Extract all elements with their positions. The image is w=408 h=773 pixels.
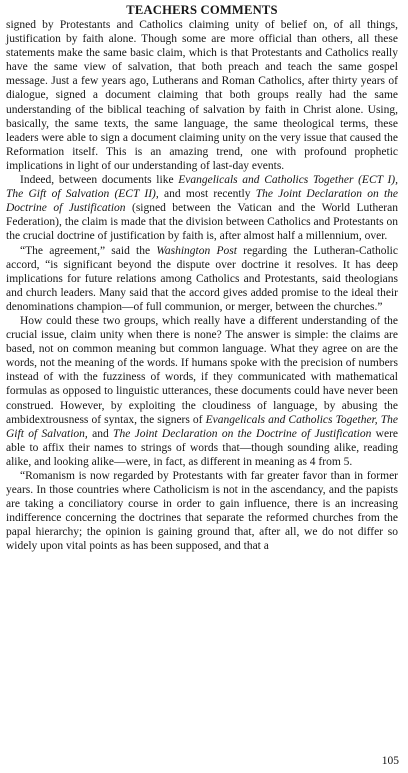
paragraph-p5 bbox=[6, 469, 398, 554]
text-run: (signed between the Vatican and the World Lutheran Federation), the claim is made that the division between Catholics and Protestants on the crucial doctrine of justification by faith is, after almost half a millennium, over. bbox=[6, 202, 398, 243]
text-run: regarding the Lutheran-Catholic accord, “is significant beyond the dispute over doctrine it resolves. It has deep implications for future relations among Catholics and Protestants, said theologians and church leaders. Many said that the accord gives added promise to the ideal their denominations champion—of full communion, or merger, between the churches.” bbox=[6, 244, 398, 313]
italic-title-run: Evangelicals and Catholics Together, The Gift of Salvation, bbox=[6, 413, 398, 440]
italic-title-run: Washington Post bbox=[156, 244, 237, 257]
text-run: How could these two groups, which really have a different understanding of the crucial issue, claim unity when there is none? The answer is simple: the claims are based, not on common meaning but common language. What they agree on are the words, not the meaning of the words. If humans spoke with the precision of numbers instead of with the fuzziness of words, if they communicated with mathematical formulas as opposed to linguistic utterances, these documents could have never been construed. However, by exploiting the cloudiness of language, by abusing the ambidextrousness of syntax, the signers of bbox=[6, 314, 398, 426]
text-run: Indeed, between documents like bbox=[20, 174, 179, 187]
paragraph-p4 bbox=[6, 314, 398, 469]
paragraph-p3 bbox=[6, 244, 398, 314]
italic-title-run: The Joint Declaration on the Doctrine of Justification bbox=[113, 427, 372, 440]
italic-title-run: Evangelicals and Catholics Together (ECT I), The Gift of Salvation (ECT II), bbox=[6, 174, 399, 201]
running-header: TEACHERS COMMENTS bbox=[126, 3, 278, 17]
paragraph-p1 bbox=[6, 18, 398, 173]
text-run: “The agreement,” said the bbox=[20, 244, 157, 257]
paragraph-p2 bbox=[6, 173, 398, 243]
text-run: signed by Protestants and Catholics claiming unity of belief on, of all things, justification by faith alone. Though some are more official than others, all these statements make the same basic claim, which is that Protestants and Catholics really have the same view of salvation, that both preach and teach the same gospel message. Just a few years ago, Lutherans and Roman Catholics, after thirty years of dialogue, signed a document claiming that both groups really had the same understanding of the biblical teaching of salvation by faith in Christ alone. Using, basically, the same texts, the same language, the same theological terms, these leaders were able to sign a document claiming unity on the very issue that caused the Reformation itself. This is an amazing trend, one with profound prophetic implications in light of our understanding of last-day events. bbox=[6, 19, 398, 172]
page-number: 105 bbox=[381, 755, 399, 767]
text-run: “Romanism is now regarded by Protestants with far greater favor than in former years. In those countries where Catholicism is not in the ascendancy, and the papists are taking a conciliatory course in order to gain influence, there is an increasing indifference concerning the doctrines that separate the reformed churches from the papal hierarchy; the opinion is gaining ground that, after all, we do not differ so widely upon vital points as has been supposed, and that a bbox=[6, 470, 398, 553]
italic-title-run: The Joint Declaration on the Doctrine of Justification bbox=[6, 188, 398, 215]
text-run: and bbox=[87, 427, 114, 440]
text-run: were able to affix their names to strings of words that—though sounding alike, reading alike, and looking alike—were, in fact, as different in meaning as 4 from 5. bbox=[6, 427, 399, 468]
text-run: and most recently bbox=[158, 188, 256, 201]
body-text bbox=[6, 18, 398, 554]
